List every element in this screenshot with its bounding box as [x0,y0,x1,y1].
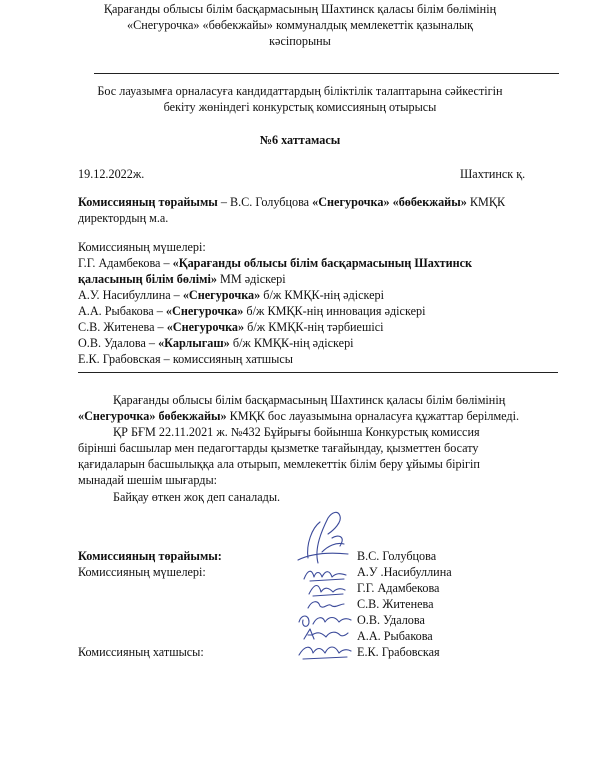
sig-member-2-name: Г.Г. Адамбекова [357,581,440,595]
org-header-line1: Қарағанды облысы білім басқармасының Шахтинск қаласы білім бөлімінің [103,2,497,16]
member-4-org: «Снегурочка» [166,320,245,334]
sig-member-5-name: А.А. Рыбакова [357,629,433,643]
member-3-org: «Снегурочка» [165,304,244,318]
member-5-org: «Карлыгаш» [158,336,230,350]
member-4-role: б/ж КМҚК-нің тәрбиешісі [244,320,384,334]
para1-line1: Қарағанды облысы білім басқармасының Шахтинск қаласы білім бөлімінің [113,393,506,407]
members-heading: Комиссияның мүшелері: [78,240,206,254]
sig-members-label: Комиссияның мүшелері: [78,565,206,579]
chair-line2: директордың м.а. [78,211,169,225]
header-divider [94,73,559,74]
chair-org-type: КМҚК [466,195,506,209]
protocol-title: №6 хаттамасы [259,133,341,147]
para1-org: «Снегурочка» бөбекжайы» [78,409,227,423]
para2-line4: мынадай шешім шығарды: [78,473,218,487]
chair-signature-icon [288,508,358,568]
member-1-org-cont: қаласының білім бөлімі» [78,272,217,286]
member-5-name: О.В. Удалова – [78,336,159,350]
member-2-name: А.У. Насибуллина – [78,288,183,302]
subject-line2: бекіту жөніндегі конкурстық комиссияның отырысы [163,100,437,114]
sig-chair-name: В.С. Голубцова [357,549,437,563]
secretary-signature-icon [295,641,355,661]
member-3-role: б/ж КМҚК-нің инновация әдіскері [243,304,426,318]
member-2-org: «Снегурочка» [182,288,261,302]
member-3-name: А.А. Рыбакова – [78,304,166,318]
chair-org: «Снегурочка» «бөбекжайы» [312,195,467,209]
para1-text: КМҚК бос лауазымына орналасуға құжаттар берілмеді. [226,409,520,423]
member-1-role: ММ әдіскері [216,272,286,286]
chair-name: – В.С. Голубцова [217,195,313,209]
member-5-role: б/ж КМҚК-нің әдіскері [229,336,354,350]
member-5 [78,336,354,351]
member-2-role: б/ж КМҚК-нің әдіскері [260,288,385,302]
protocol-date: 19.12.2022ж. [78,167,145,181]
member-2 [78,288,384,303]
org-header-line2: «Снегурочка» «бөбекжайы» коммуналдық мемлекеттік қазыналық [126,18,474,32]
members-divider [78,372,558,373]
member-1-cont [78,272,286,287]
member-1 [78,256,472,271]
member-3 [78,304,425,319]
org-header-line3: кәсіпорыны [269,34,331,48]
sig-secretary-name: Е.К. Грабовская [357,645,440,659]
sig-member-1-name: А.У .Насибуллина [357,565,452,579]
chair-line [78,195,505,210]
sig-member-4-name: О.В. Удалова [357,613,425,627]
member-4 [78,320,384,335]
para2-line2: бірінші басшылар мен педагогтарды қызметке тағайындау, қызметтен босату [78,441,479,455]
sig-secretary-label: Комиссияның хатшысы: [78,645,204,659]
member-6: Е.К. Грабовская – комиссияның хатшысы [78,352,293,366]
member-1-org: «Қарағанды облысы білім басқармасының Шахтинск [172,256,473,270]
para2-line3: қағидаларын басшылыққа ала отырып, мемлекеттік білім беру ұйымы бірігіп [78,457,480,471]
member-1-name: Г.Г. Адамбекова – [78,256,173,270]
protocol-city: Шахтинск қ. [460,167,526,181]
member-4-name: С.В. Житенева – [78,320,167,334]
sig-member-3-name: С.В. Житенева [357,597,434,611]
para1-line2 [78,409,519,424]
sig-chair-label: Комиссияның төрайымы: [78,549,222,563]
chair-label: Комиссияның төрайымы [78,195,218,209]
subject-line1: Бос лауазымға орналасуға кандидаттардың біліктілік талаптарына сәйкестігін [97,84,503,98]
para3-conclusion: Байқау өткен жоқ деп саналады. [113,490,281,504]
para2-line1: ҚР БҒМ 22.11.2021 ж. №432 Бұйрығы бойынша Конкурстық комиссия [113,425,480,439]
